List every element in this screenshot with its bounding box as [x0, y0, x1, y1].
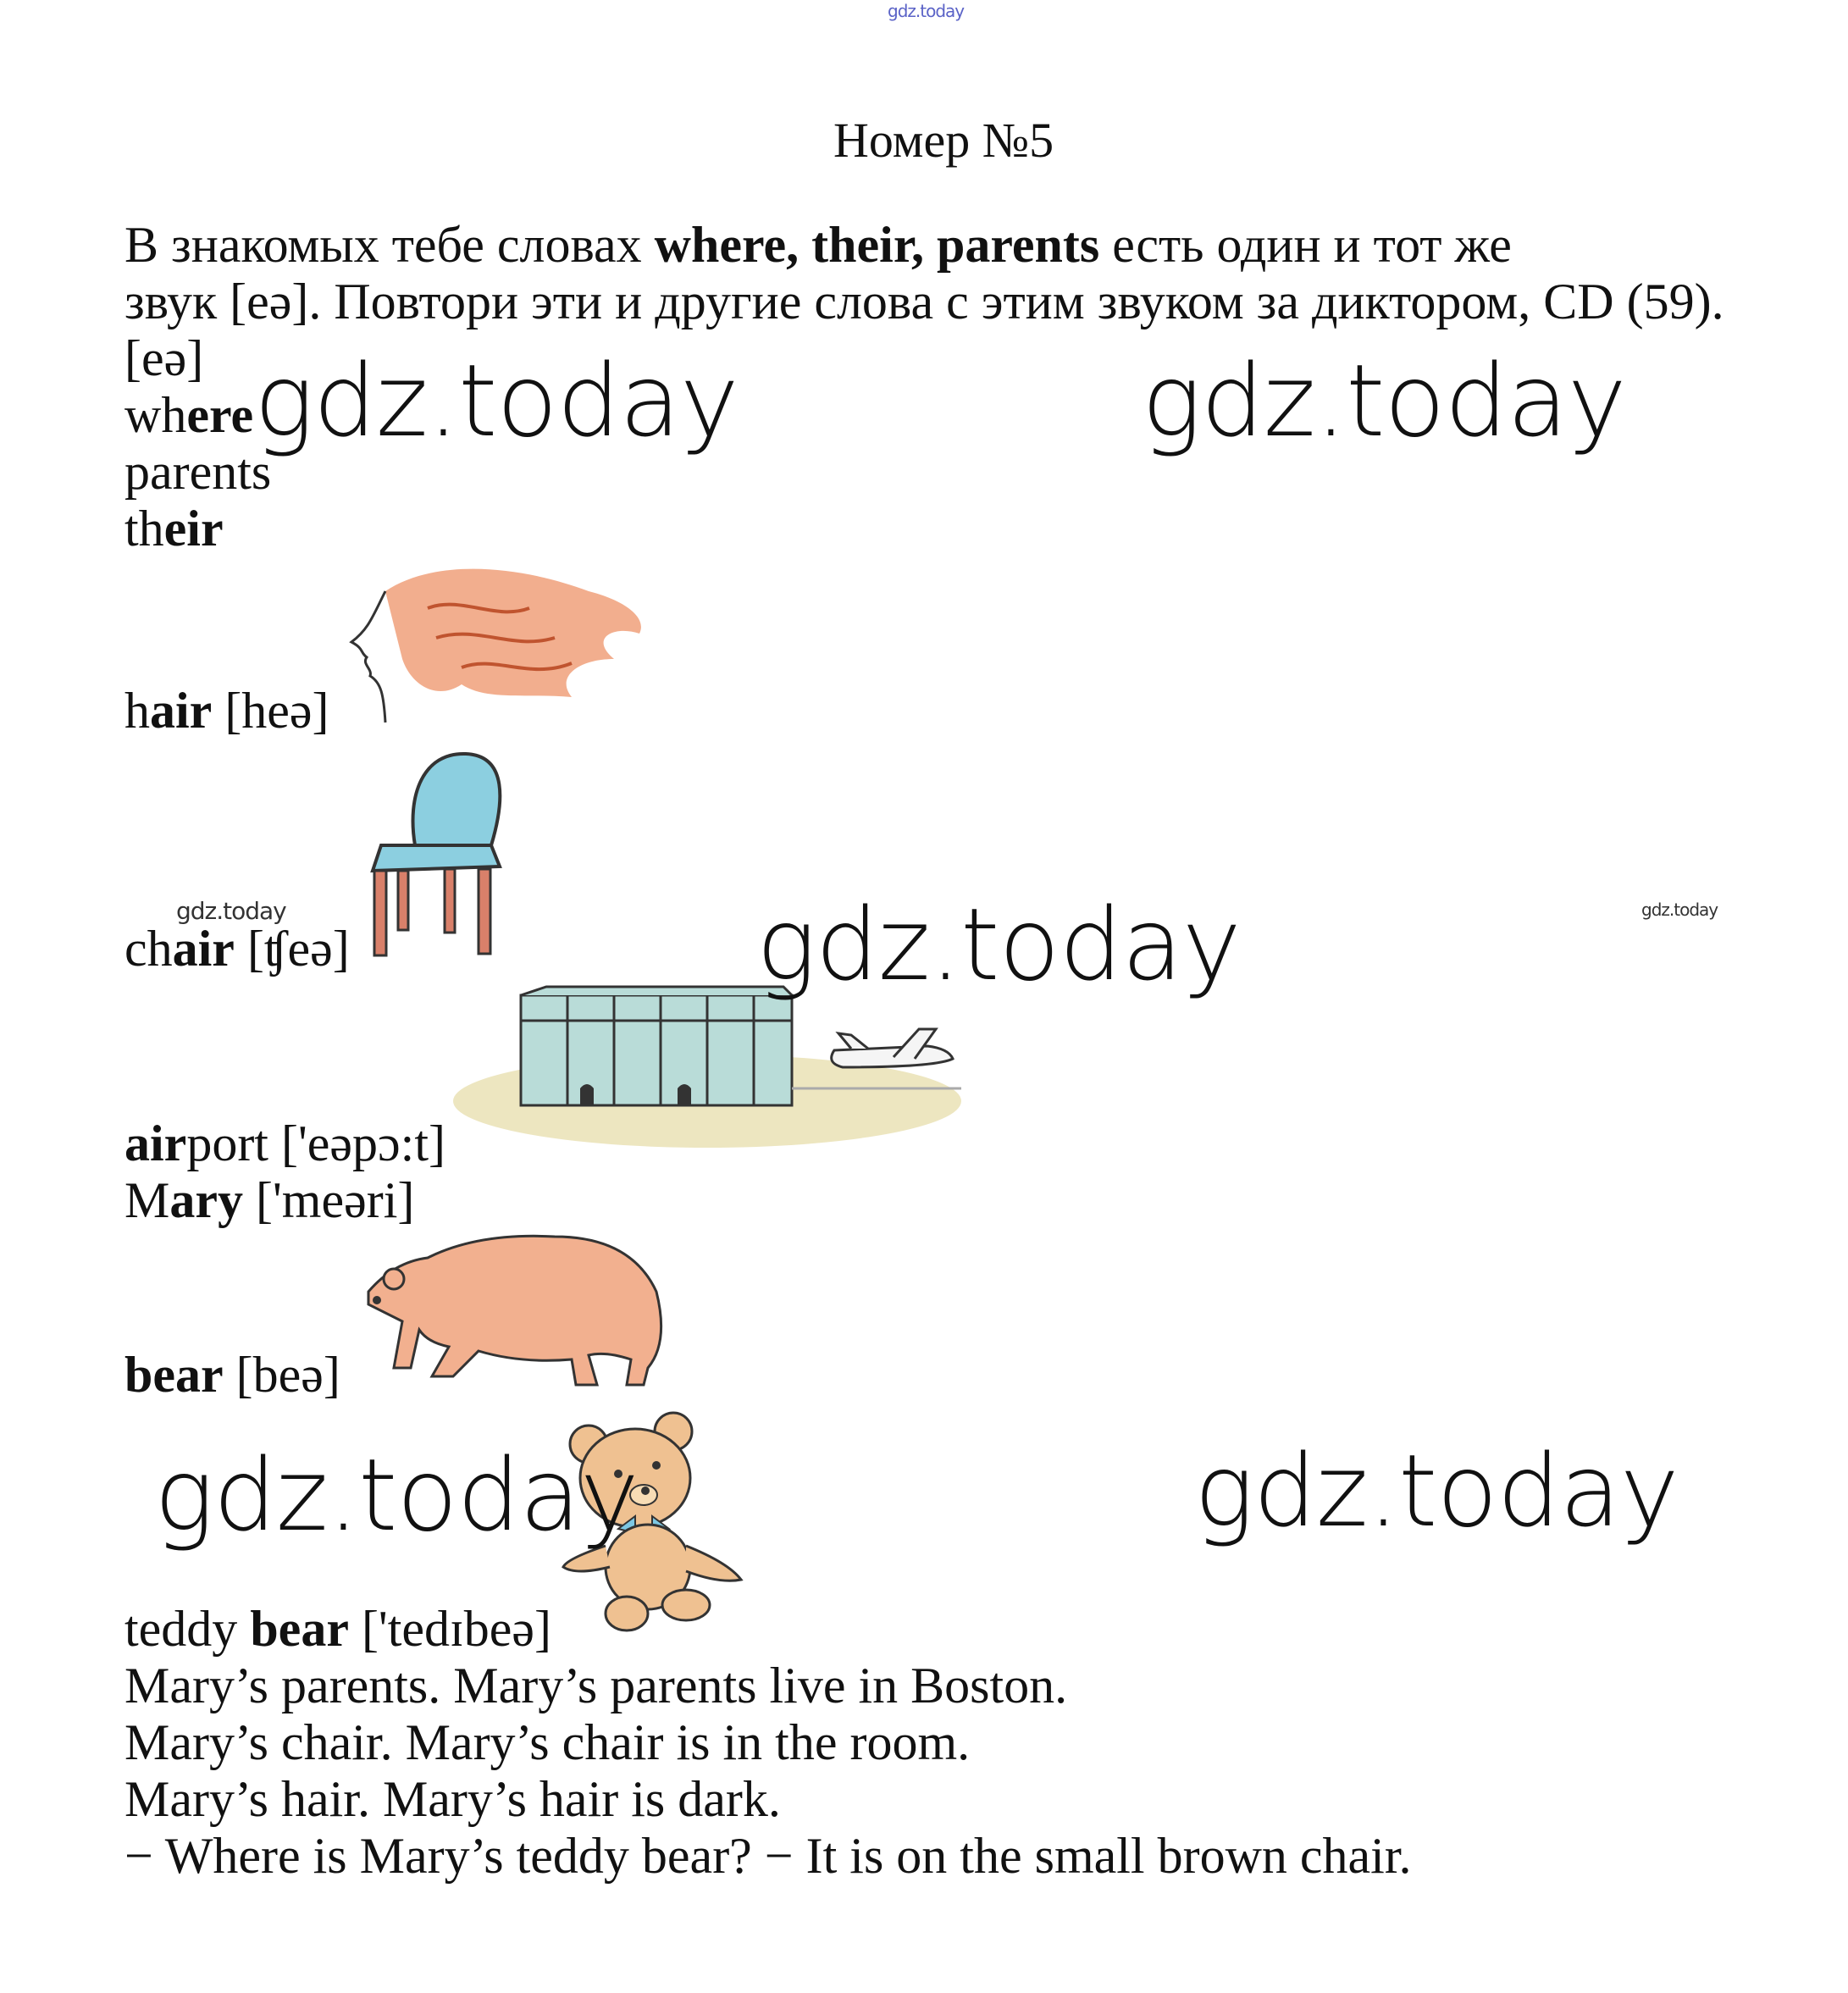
word-teddy-bear: [124, 1600, 551, 1658]
word-hair-a: h: [124, 683, 150, 739]
intro-line-2: звук [eə]. Повтори эти и другие слова с этим звуком за диктором, CD (59).: [124, 274, 1724, 329]
word-teddy-bear-b: bear: [250, 1601, 349, 1657]
word-airport-b: air: [124, 1116, 187, 1171]
word-mary: [124, 1171, 414, 1229]
word-parents-a: par: [124, 444, 190, 500]
word-where-a: wh: [124, 387, 187, 443]
word-hair: [124, 682, 329, 739]
word-hair-transcription: [heə]: [212, 683, 329, 739]
word-teddy-bear-transcription: ['tedɪbeə]: [348, 1601, 551, 1657]
bear-illustration: [351, 1224, 673, 1410]
word-chair-b: air: [172, 921, 235, 977]
sentence-1: Mary’s parents. Mary’s parents live in Boston.: [124, 1658, 1068, 1713]
word-mary-b: ary: [169, 1172, 243, 1228]
word-bear: [124, 1346, 340, 1403]
watermark-big-1: gdz.today: [254, 342, 739, 459]
word-teddy-bear-a: teddy: [124, 1601, 251, 1657]
word-their: [124, 500, 224, 557]
word-bear-b: bear: [124, 1347, 224, 1403]
intro-line-1-pre: В знакомых тебе словах: [124, 217, 655, 273]
watermark-big-2: gdz.today: [1142, 342, 1626, 459]
word-where-b: ere: [186, 387, 254, 443]
intro-bold-words: where, their, parents: [654, 217, 1100, 273]
word-mary-transcription: ['meəri]: [243, 1172, 415, 1228]
watermark-big-4: gdz.today: [154, 1437, 639, 1553]
hair-illustration: [335, 557, 656, 727]
word-airport: [124, 1115, 445, 1172]
word-parents-b: ents: [189, 444, 272, 500]
page-title: Номер №5: [833, 113, 1054, 168]
sentence-3: Mary’s hair. Mary’s hair is dark.: [124, 1771, 781, 1827]
word-bear-transcription: [beə]: [223, 1347, 340, 1403]
word-mary-a: M: [124, 1172, 170, 1228]
chair-illustration: [364, 744, 517, 964]
sound-symbol: [eə]: [124, 330, 204, 386]
word-hair-b: air: [150, 683, 213, 739]
airport-illustration: [453, 983, 987, 1152]
word-their-a: th: [124, 501, 164, 556]
word-chair: [124, 920, 350, 977]
sentence-4: − Where is Mary’s teddy bear? − It is on the small brown chair.: [124, 1828, 1412, 1884]
word-where: [124, 386, 253, 444]
word-chair-transcription: [ʧeə]: [234, 921, 350, 977]
word-chair-a: ch: [124, 921, 173, 977]
intro-line-1: [124, 216, 1512, 274]
word-their-b: eir: [163, 501, 224, 556]
word-parents: [124, 443, 271, 501]
word-airport-c: port: [186, 1116, 268, 1171]
intro-line-1-post: есть один и тот же: [1099, 217, 1512, 273]
watermark-small-left: gdz.today: [176, 897, 286, 925]
watermark-big-5: gdz.today: [1194, 1432, 1679, 1549]
sentence-2: Mary’s chair. Mary’s chair is in the room.: [124, 1714, 971, 1770]
watermark-big-3: gdz.today: [756, 886, 1241, 1003]
word-airport-transcription: ['eəpɔ:t]: [268, 1116, 445, 1171]
header-watermark: gdz.today: [888, 1, 965, 21]
watermark-small-right: gdz.today: [1641, 900, 1718, 920]
